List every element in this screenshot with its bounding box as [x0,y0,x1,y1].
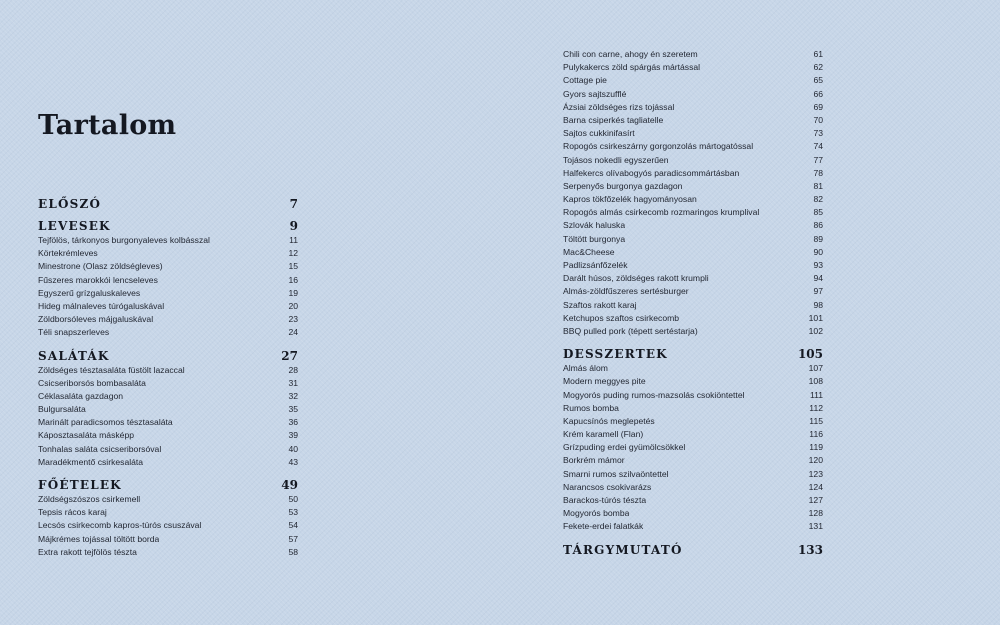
section-title: DESSZERTEK [563,347,668,362]
entry-title: Smarni rumos szilvaöntettel [563,468,669,479]
entry-page: 53 [288,507,298,518]
entry-title: Fekete-erdei falatkák [563,521,644,532]
salatak-list [38,364,298,470]
entry-title: Bulgursaláta [38,404,86,415]
entry-page: 112 [809,402,823,413]
toc-entry[interactable] [563,233,823,246]
entry-page: 31 [288,377,298,388]
section-page: 133 [797,542,823,557]
toc-entry[interactable] [563,246,823,259]
section-title: SALÁTÁK [38,348,110,363]
entry-page: 54 [288,520,298,531]
toc-entry[interactable] [563,362,823,375]
entry-page: 15 [288,261,298,272]
toc-entry[interactable] [563,415,823,428]
toc-entry[interactable] [38,377,298,390]
toc-entry[interactable] [563,389,823,402]
entry-page: 123 [808,468,823,479]
entry-title: Céklasaláta gazdagon [38,390,124,401]
entry-page: 58 [288,546,298,557]
entry-title: Maradékmentő csirkesaláta [38,456,144,467]
toc-entry[interactable] [563,402,823,415]
toc-entry[interactable] [563,468,823,481]
section-eloszo[interactable] [38,196,298,212]
entry-page: 50 [288,494,298,504]
entry-title: Egyszerű grízgaluskaleves [38,287,141,298]
section-levesek[interactable] [38,218,298,234]
section-title: LEVESEK [38,219,111,233]
entry-page: 98 [813,299,823,310]
toc-entry[interactable] [563,114,823,127]
toc-entry[interactable] [563,375,823,388]
entry-page: 131 [808,521,823,532]
entry-page: 32 [288,390,298,401]
entry-page: 70 [813,114,823,125]
entry-page: 93 [813,260,823,270]
entry-title: Almás álom [563,363,608,374]
levesek-list [38,234,298,340]
entry-title: Almás-zöldfűszeres sertésburger [563,286,689,297]
section-title: TÁRGYMUTATÓ [563,542,683,557]
entry-page: 66 [813,88,823,99]
section-page: 27 [281,348,298,363]
entry-title: Narancsos csokivarázs [563,481,652,492]
entry-page: 40 [288,443,298,454]
entry-title: Kapros tökfőzelék hagyományosan [563,194,697,205]
toc-entry[interactable] [38,364,298,377]
entry-page: 28 [288,364,298,375]
entry-page: 127 [808,495,823,505]
entry-page: 128 [808,508,823,519]
toc-entry[interactable] [563,428,823,441]
entry-page: 19 [288,287,298,298]
toc-entry[interactable] [38,403,298,416]
toc-entry[interactable] [563,494,823,507]
entry-page: 115 [809,415,823,426]
page-title: Tartalom [38,110,177,141]
entry-title: Ropogós csirkeszárny gorgonzolás mártogatóssal [563,141,754,152]
entry-title: Kapucsínós meglepetés [563,415,655,426]
entry-title: Tepsis rácos karaj [38,507,107,518]
section-title: FŐÉTELEK [38,478,122,492]
entry-title: Rumos bomba [563,402,619,413]
entry-page: 39 [288,430,298,441]
toc-entry[interactable] [563,140,823,153]
toc-entry[interactable] [563,206,823,219]
entry-title: Halfekercs olívabogyós paradicsommártásban [563,167,740,178]
entry-title: Csicseriborsós bombasaláta [38,377,146,388]
toc-entry[interactable] [38,326,298,339]
entry-title: Szaftos rakott karaj [563,299,637,310]
toc-entry[interactable] [38,260,298,273]
entry-page: 11 [289,235,298,245]
entry-page: 102 [808,325,823,336]
fotelek-list [38,493,298,559]
entry-page: 90 [813,246,823,257]
toc-entry[interactable] [38,313,298,326]
entry-page: 116 [809,429,823,440]
entry-title: Zöldséges tésztasaláta füstölt lazaccal [38,364,185,375]
toc-left-column [38,196,298,559]
toc-entry[interactable] [38,300,298,313]
entry-page: 74 [813,141,823,152]
toc-entry[interactable] [563,61,823,74]
entry-title: Töltött burgonya [563,233,626,244]
entry-title: Fűszeres marokkói lencseleves [38,274,158,285]
entry-page: 107 [808,363,823,374]
entry-title: Sajtos cukkinifasírt [563,128,635,139]
toc-entry[interactable] [563,193,823,206]
entry-page: 77 [813,154,823,165]
toc-entry[interactable] [563,154,823,167]
section-page: 49 [281,478,298,492]
section-page: 7 [289,197,298,211]
entry-page: 62 [813,62,823,73]
entry-title: Hideg málnaleves túrógaluskával [38,300,165,311]
entry-title: Mac&Cheese [563,246,615,257]
toc-entry[interactable] [563,454,823,467]
toc-entry[interactable] [563,312,823,325]
section-page: 9 [289,219,298,233]
toc-entry[interactable] [38,287,298,300]
entry-page: 78 [813,167,823,178]
section-fotelek[interactable] [38,477,298,493]
entry-page: 12 [288,248,298,259]
entry-page: 24 [288,327,298,338]
entry-title: Modern meggyes pite [563,376,646,387]
entry-title: Krém karamell (Flan) [563,429,644,440]
toc-entry[interactable] [38,443,298,456]
entry-page: 124 [808,481,823,492]
entry-title: Marinált paradicsomos tésztasaláta [38,417,173,428]
entry-title: Ázsiai zöldséges rizs tojással [563,101,675,112]
toc-entry[interactable] [38,274,298,287]
toc-entry[interactable] [563,127,823,140]
toc-entry[interactable] [563,219,823,232]
entry-title: Chili con carne, ahogy én szeretem [563,49,698,59]
entry-title: Gyors sajtszufflé [563,88,627,99]
entry-page: 89 [813,233,823,244]
entry-title: Ketchupos szaftos csirkecomb [563,312,680,323]
entry-title: Barackos-túrós tészta [563,495,647,505]
section-page: 105 [797,347,823,362]
toc-entry[interactable] [563,441,823,454]
entry-page: 73 [813,128,823,139]
entry-page: 101 [808,312,823,323]
entry-page: 82 [813,194,823,205]
entry-page: 16 [288,274,298,285]
entry-title: Káposztasaláta másképp [38,430,135,441]
entry-title: Tojásos nokedli egyszerűen [563,154,669,165]
entry-page: 36 [288,417,298,428]
toc-entry[interactable] [38,429,298,442]
toc-entry[interactable] [563,272,823,285]
toc-entry[interactable] [563,285,823,298]
entry-page: 97 [813,286,823,297]
entry-title: Serpenyős burgonya gazdagon [563,180,683,191]
entry-title: Körtekrémleves [38,248,98,259]
toc-entry[interactable] [563,259,823,272]
entry-page: 108 [808,376,823,387]
entry-title: Cottage pie [563,75,607,86]
toc-entry[interactable] [38,416,298,429]
entry-page: 81 [813,180,823,191]
entry-title: BBQ pulled pork (tépett sertéstarja) [563,325,698,336]
toc-entry[interactable] [38,493,298,506]
entry-title: Tejfölös, tárkonyos burgonyaleves kolbásszal [38,235,210,245]
entry-title: Mogyorós puding rumos-mazsolás csokiöntettel [563,389,745,400]
section-targymutato[interactable] [563,542,823,558]
section-salatak[interactable] [38,348,298,364]
entry-page: 65 [813,75,823,86]
entry-title: Tonhalas saláta csicseriborsóval [38,443,162,454]
entry-page: 94 [813,273,823,284]
toc-entry[interactable] [38,533,298,546]
toc-entry[interactable] [563,48,823,61]
toc-entry[interactable] [563,74,823,87]
entry-title: Lecsós csirkecomb kapros-túrós csuszával [38,520,202,531]
entry-title: Zöldborsóleves májgaluskával [38,314,154,325]
toc-entry[interactable] [38,519,298,532]
fotelek-cont-list [563,48,823,338]
entry-page: 111 [809,389,823,400]
entry-title: Padlizsánfőzelék [563,260,628,270]
entry-title: Extra rakott tejfölös tészta [38,546,137,557]
toc-entry[interactable] [38,506,298,519]
entry-page: 86 [813,220,823,231]
entry-title: Pulykakercs zöld spárgás mártással [563,62,701,73]
entry-page: 119 [809,442,823,453]
section-title: ELŐSZÓ [38,197,102,211]
entry-page: 57 [288,533,298,544]
entry-title: Barna csiperkés tagliatelle [563,114,664,125]
entry-page: 61 [813,49,823,59]
toc-right-column [563,48,823,558]
toc-entry[interactable] [38,390,298,403]
entry-title: Grízpuding erdei gyümölcsökkel [563,442,686,453]
toc-entry[interactable] [563,180,823,193]
entry-title: Májkrémes tojással töltött borda [38,533,160,544]
toc-entry[interactable] [563,507,823,520]
entry-title: Darált húsos, zöldséges rakott krumpli [563,273,709,284]
toc-entry[interactable] [38,546,298,559]
entry-page: 35 [288,404,298,415]
toc-entry[interactable] [38,247,298,260]
toc-entry[interactable] [563,167,823,180]
entry-page: 85 [813,207,823,218]
section-desszertek[interactable] [563,346,823,362]
toc-entry[interactable] [563,101,823,114]
toc-entry[interactable] [563,88,823,101]
toc-entry[interactable] [38,234,298,247]
entry-page: 23 [288,314,298,325]
toc-entry[interactable] [38,456,298,469]
entry-page: 43 [288,456,298,467]
entry-title: Mogyorós bomba [563,508,630,519]
entry-title: Szlovák haluska [563,220,626,231]
entry-page: 20 [288,300,298,311]
desszertek-list [563,362,823,533]
entry-title: Zöldségszószos csirkemell [38,494,141,504]
toc-entry[interactable] [563,325,823,338]
toc-entry[interactable] [563,299,823,312]
entry-title: Téli snapszerleves [38,327,110,338]
toc-entry[interactable] [563,520,823,533]
entry-title: Ropogós almás csirkecomb rozmaringos krumplival [563,207,760,218]
entry-title: Minestrone (Olasz zöldségleves) [38,261,163,272]
entry-page: 69 [813,101,823,112]
toc-entry[interactable] [563,481,823,494]
entry-title: Borkrém mámor [563,455,625,466]
entry-page: 120 [808,455,823,466]
